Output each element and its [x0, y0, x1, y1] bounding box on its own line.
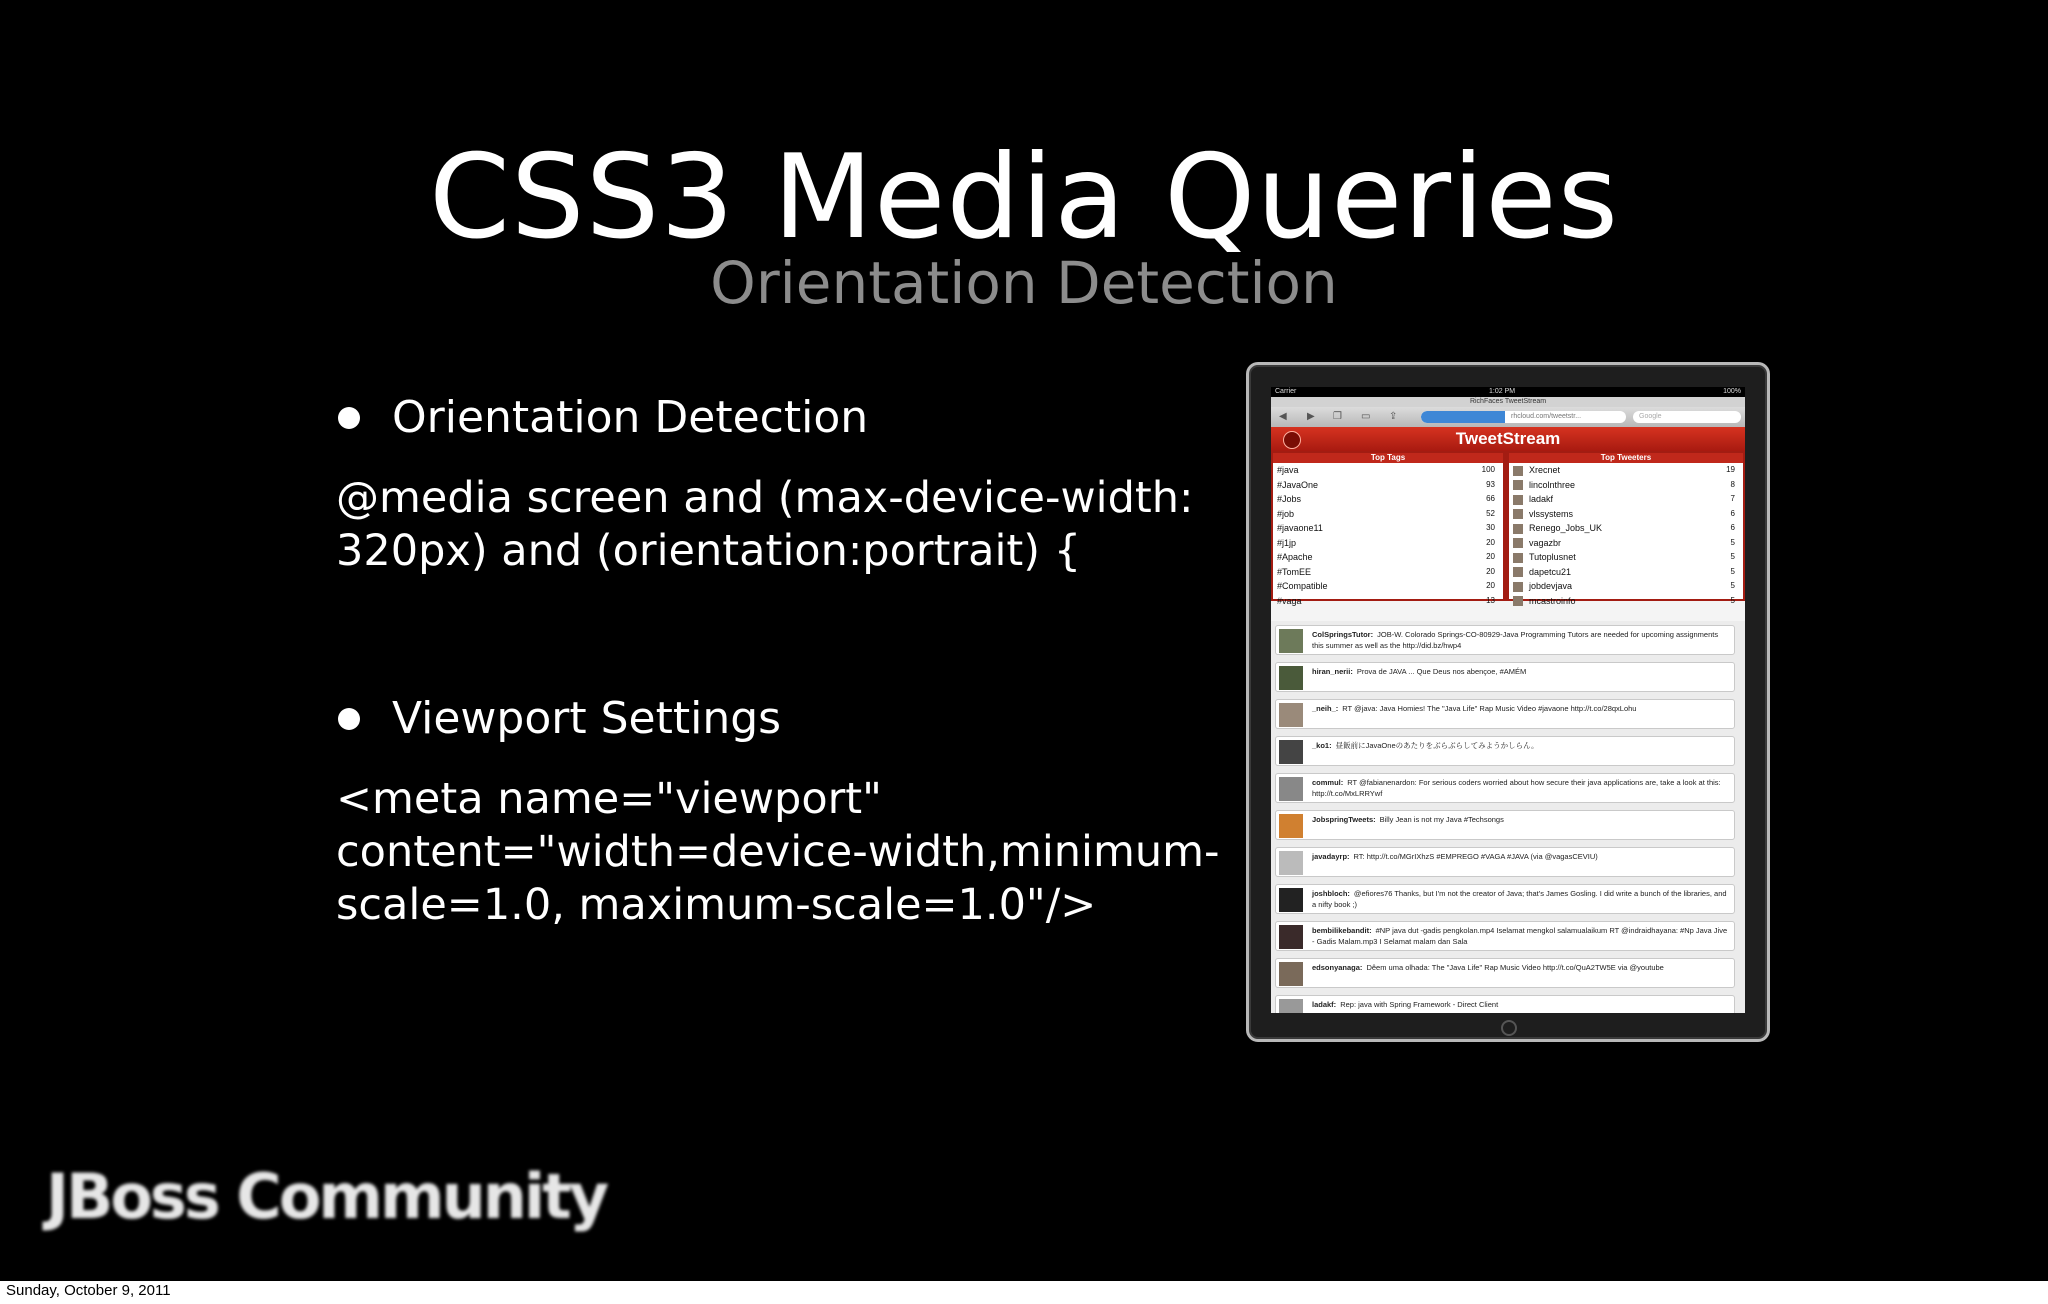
top-tag-row[interactable] — [1273, 536, 1503, 551]
tweeter-name: vagazbr — [1529, 537, 1562, 548]
tweet-item[interactable] — [1275, 699, 1735, 729]
address-bar[interactable] — [1421, 411, 1626, 423]
tabs-icon[interactable]: ❐ — [1333, 411, 1342, 422]
ipad-device — [1246, 362, 1770, 1042]
share-icon[interactable]: ⇪ — [1389, 411, 1398, 422]
tweet-body — [1312, 703, 1730, 714]
top-tweeter-row[interactable] — [1509, 565, 1743, 580]
tweet-user: hiran_nerii: — [1312, 667, 1353, 676]
tweet-text: RT @fabianenardon: For serious coders worried about how secure their java applications are, take a look at this: http://t.co/MxLRRYwf — [1312, 778, 1721, 798]
tweeter-count: 5 — [1730, 552, 1735, 561]
tweet-text: Dêem uma olhada: The "Java Life" Rap Music Video http://t.co/QuA2TW5E via @youtube — [1366, 963, 1664, 972]
tweet-item[interactable] — [1275, 921, 1735, 951]
avatar — [1279, 777, 1303, 801]
tag-label: #javaone11 — [1277, 523, 1323, 533]
tag-count: 66 — [1486, 494, 1495, 503]
tweet-user: joshbloch: — [1312, 889, 1350, 898]
tweeter-name: Xrecnet — [1529, 465, 1561, 475]
tweet-body — [1312, 629, 1730, 651]
top-tweeter-row[interactable] — [1509, 594, 1743, 609]
tweet-body — [1312, 777, 1730, 799]
top-tag-row[interactable] — [1273, 521, 1503, 536]
tweeter-name: dapetcu21 — [1529, 566, 1572, 577]
top-tweeter-row[interactable] — [1509, 507, 1743, 522]
browser-page-title: RichFaces TweetStream — [1271, 397, 1745, 407]
app-logo-icon — [1283, 431, 1301, 449]
tag-count: 93 — [1486, 479, 1495, 489]
avatar — [1279, 814, 1303, 838]
top-tag-row[interactable] — [1273, 478, 1503, 493]
tweet-item[interactable] — [1275, 884, 1735, 914]
tweet-body — [1312, 962, 1730, 973]
avatar — [1279, 666, 1303, 690]
tweet-text: JOB-W. Colorado Springs-CO-80929-Java Programming Tutors are needed for upcoming assignments this summer as well as the http://did.bz/hwp4 — [1312, 630, 1719, 650]
avatar — [1513, 596, 1523, 606]
avatar — [1279, 962, 1303, 986]
media-query-code-line-1: @media screen and (max-device-width: — [336, 473, 1194, 523]
tweet-body — [1312, 666, 1730, 677]
avatar — [1513, 582, 1523, 592]
avatar — [1279, 703, 1303, 727]
viewport-code-line-3: scale=1.0, maximum-scale=1.0"/> — [336, 880, 1097, 930]
tweet-item[interactable] — [1275, 625, 1735, 655]
top-tweeter-row[interactable] — [1509, 521, 1743, 536]
tweet-user: javadayrp: — [1312, 852, 1350, 861]
tweet-text: Rep: java with Spring Framework - Direct Client — [1340, 1000, 1499, 1009]
tweet-user: _ko1: — [1312, 741, 1332, 750]
top-tag-row[interactable] — [1273, 579, 1503, 594]
tweeter-count: 6 — [1730, 523, 1735, 532]
tag-count: 100 — [1481, 465, 1495, 474]
tag-label: #JavaOne — [1277, 479, 1319, 490]
tag-label: #Jobs — [1277, 494, 1302, 504]
home-button-icon[interactable] — [1501, 1020, 1517, 1036]
bullet-orientation-detection — [338, 391, 868, 445]
tweet-text: RT @java: Java Homies! The "Java Life" Rap Music Video #javaone http://t.co/28qxLohu — [1342, 704, 1637, 713]
tag-label: #Compatible — [1277, 581, 1328, 591]
tag-label: #job — [1277, 508, 1295, 519]
top-tags-panel — [1273, 453, 1503, 606]
tweeter-count: 7 — [1730, 494, 1735, 503]
ipad-screen — [1271, 387, 1745, 1013]
app-header — [1271, 427, 1745, 451]
tweet-feed[interactable] — [1271, 621, 1745, 1013]
tweet-text: 昼飯前にJavaOneのあたりをぶらぶらしてみようかしらん。 — [1335, 741, 1539, 750]
tweet-text: Billy Jean is not my Java #Techsongs — [1379, 815, 1504, 824]
top-tag-row[interactable] — [1273, 507, 1503, 522]
avatar — [1513, 466, 1523, 476]
tweet-text: @efiores76 Thanks, but I'm not the creator of Java; that's James Gosling. I did write a bunch of the libraries, and a nifty book ;) — [1312, 889, 1727, 909]
tweet-item[interactable] — [1275, 958, 1735, 988]
tag-count: 52 — [1486, 508, 1495, 518]
tweet-body — [1312, 814, 1730, 825]
clock-label: 1:02 PM — [1489, 388, 1516, 395]
avatar — [1513, 495, 1523, 505]
footer-date: Sunday, October 9, 2011 — [6, 1282, 171, 1299]
bullet-dot-icon — [338, 708, 360, 730]
tweet-text: RT: http://t.co/MGrIXhzS #EMPREGO #VAGA #JAVA (via @vagasCEVIU) — [1353, 852, 1598, 861]
tweeter-count: 5 — [1730, 537, 1735, 547]
bullet-viewport-settings — [338, 692, 781, 746]
browser-toolbar — [1271, 407, 1745, 427]
avatar — [1279, 999, 1303, 1013]
bullet-label: Orientation Detection — [392, 392, 869, 443]
carrier-label: Carrier — [1275, 388, 1297, 395]
tweeter-name: Renego_Jobs_UK — [1529, 523, 1603, 533]
tweet-user: ColSpringsTutor: — [1312, 630, 1374, 639]
tweet-body — [1312, 999, 1730, 1010]
avatar — [1279, 629, 1303, 653]
top-tweeter-row[interactable] — [1509, 463, 1743, 478]
top-tweeters-title: Top Tweeters — [1509, 453, 1743, 463]
top-tag-row[interactable] — [1273, 492, 1503, 507]
avatar — [1279, 851, 1303, 875]
bookmarks-icon[interactable]: ▭ — [1361, 411, 1371, 422]
viewport-code-line-1: <meta name="viewport" — [336, 774, 882, 824]
tweet-text: #NP java dut -gadis pengkolan.mp4 Iselamat mengkol salamualaikum RT @indraidhayana: #Np Java Jive - Gadis Malam.mp3 I Selamat malam dan Sala — [1312, 926, 1728, 946]
tag-label: #java — [1277, 465, 1299, 475]
tweet-item[interactable] — [1275, 847, 1735, 877]
forward-icon[interactable]: ▶ — [1307, 411, 1315, 422]
tweeter-count: 5 — [1730, 581, 1735, 590]
tweeter-name: Tutoplusnet — [1529, 552, 1576, 562]
top-tweeter-row[interactable] — [1509, 536, 1743, 551]
tweet-user: commul: — [1312, 778, 1344, 787]
tweeter-count: 5 — [1730, 595, 1735, 605]
top-tag-row[interactable] — [1273, 594, 1503, 609]
tweet-body — [1312, 740, 1730, 751]
browser-search-field[interactable]: Google — [1633, 411, 1741, 423]
back-icon[interactable]: ◀ — [1279, 411, 1287, 422]
tweeter-count: 6 — [1730, 508, 1735, 518]
address-text: rhcloud.com/tweetstr... — [1511, 413, 1582, 420]
bullet-label: Viewport Settings — [392, 693, 782, 744]
tag-count: 20 — [1486, 552, 1495, 561]
tweeter-name: ladakf — [1529, 494, 1554, 504]
top-tweeter-row[interactable] — [1509, 579, 1743, 594]
top-tags-title: Top Tags — [1273, 453, 1503, 463]
tweeter-name: mcastroinfo — [1529, 595, 1576, 606]
tweet-body — [1312, 925, 1730, 947]
avatar — [1513, 480, 1523, 490]
tweet-item[interactable] — [1275, 736, 1735, 766]
tweeter-name: lincolnthree — [1529, 479, 1576, 490]
stats-panels — [1271, 451, 1745, 606]
avatar — [1513, 538, 1523, 548]
tag-label: #vaga — [1277, 595, 1302, 606]
tweet-user: JobspringTweets: — [1312, 815, 1376, 824]
media-query-code-line-2: 320px) and (orientation:portrait) { — [336, 526, 1082, 576]
tweet-body — [1312, 888, 1730, 910]
avatar — [1279, 925, 1303, 949]
avatar — [1513, 567, 1523, 577]
tag-count: 20 — [1486, 581, 1495, 590]
top-tweeter-row[interactable] — [1509, 492, 1743, 507]
avatar — [1513, 509, 1523, 519]
app-title: TweetStream — [1455, 429, 1561, 448]
tag-count: 30 — [1486, 523, 1495, 532]
slide-title: CSS3 Media Queries — [428, 130, 1620, 265]
avatar — [1279, 888, 1303, 912]
tag-count: 20 — [1486, 537, 1495, 547]
tweeter-count: 8 — [1730, 479, 1735, 489]
tag-label: #TomEE — [1277, 566, 1312, 577]
tweeter-count: 5 — [1730, 566, 1735, 576]
tweet-user: bembilikebandit: — [1312, 926, 1372, 935]
avatar — [1513, 553, 1523, 563]
load-progress — [1421, 411, 1505, 423]
top-tag-row[interactable] — [1273, 550, 1503, 565]
tweet-text: Prova de JAVA ... Que Deus nos abençoe, #AMÉM — [1356, 667, 1527, 676]
tweet-body — [1312, 851, 1730, 862]
tweeter-count: 19 — [1726, 465, 1735, 474]
tweeter-name: jobdevjava — [1529, 581, 1573, 591]
slide-subtitle: Orientation Detection — [710, 249, 1338, 317]
battery-label: 100% — [1723, 388, 1741, 395]
tweet-item[interactable] — [1275, 662, 1735, 692]
top-tag-row[interactable] — [1273, 463, 1503, 478]
tweet-user: ladakf: — [1312, 1000, 1337, 1009]
bullet-dot-icon — [338, 407, 360, 429]
top-tweeter-row[interactable] — [1509, 550, 1743, 565]
tweeter-name: vlssystems — [1529, 508, 1574, 519]
top-tweeters-panel — [1509, 453, 1743, 606]
avatar — [1513, 524, 1523, 534]
viewport-code-line-2: content="width=device-width,minimum- — [336, 827, 1220, 877]
avatar — [1279, 740, 1303, 764]
tweet-user: _neih_: — [1312, 704, 1339, 713]
top-tag-row[interactable] — [1273, 565, 1503, 580]
status-bar — [1271, 387, 1745, 397]
tweet-item[interactable] — [1275, 995, 1735, 1013]
tweet-user: edsonyanaga: — [1312, 963, 1363, 972]
tweet-item[interactable] — [1275, 810, 1735, 840]
tag-label: #j1jp — [1277, 537, 1297, 548]
tag-label: #Apache — [1277, 552, 1313, 562]
top-tweeter-row[interactable] — [1509, 478, 1743, 493]
tag-count: 20 — [1486, 566, 1495, 576]
tag-count: 13 — [1486, 595, 1495, 605]
tweet-item[interactable] — [1275, 773, 1735, 803]
jboss-community-logo: JBoss Community — [46, 1160, 607, 1233]
